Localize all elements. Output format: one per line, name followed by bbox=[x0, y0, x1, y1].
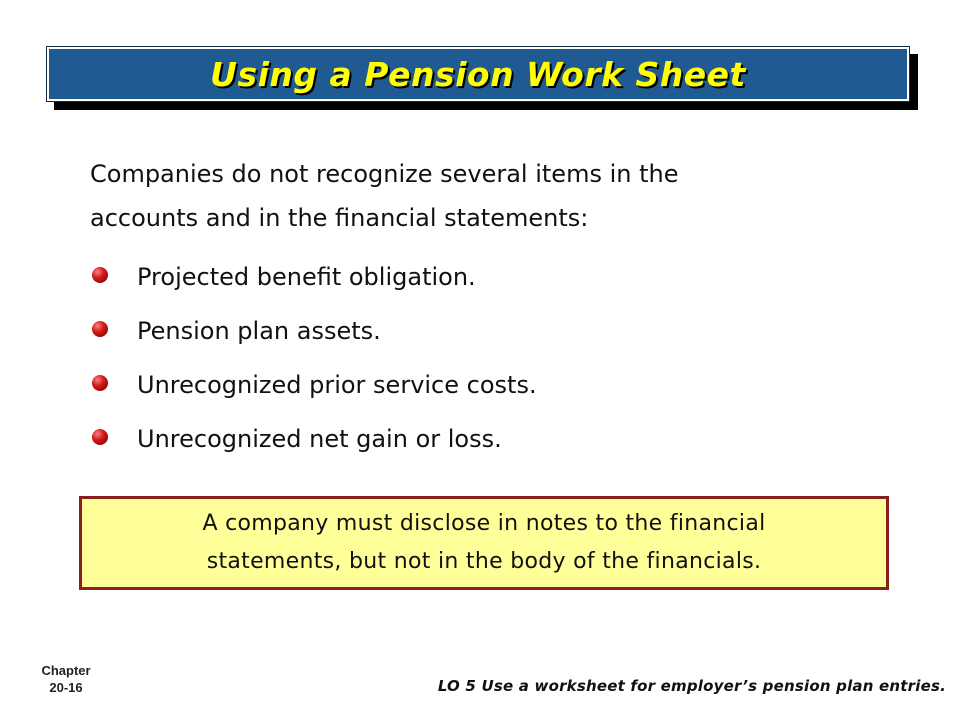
intro-line-1: Companies do not recognize several items in the bbox=[90, 160, 679, 188]
bullet-item bbox=[92, 358, 537, 412]
bullet-item bbox=[92, 250, 537, 304]
intro-line-2: accounts and in the financial statements: bbox=[90, 204, 589, 232]
learning-objective: LO 5 Use a worksheet for employer’s pension plan entries. bbox=[437, 677, 946, 695]
bullet-dot-icon bbox=[92, 267, 108, 283]
title-bar bbox=[47, 47, 909, 101]
bullet-dot-icon bbox=[92, 321, 108, 337]
chapter-label bbox=[36, 662, 96, 696]
bullet-list bbox=[92, 250, 537, 466]
bullet-dot-icon bbox=[92, 375, 108, 391]
intro-paragraph bbox=[90, 152, 850, 240]
chapter-text: Chapter bbox=[41, 663, 91, 678]
bullet-item bbox=[92, 304, 537, 358]
chapter-number: 20-16 bbox=[49, 680, 83, 695]
bullet-label: Pension plan assets. bbox=[137, 317, 381, 345]
bullet-label: Unrecognized net gain or loss. bbox=[137, 425, 502, 453]
bullet-label: Projected benefit obligation. bbox=[137, 263, 476, 291]
disclosure-note-box bbox=[79, 496, 889, 590]
bullet-dot-icon bbox=[92, 429, 108, 445]
note-line-2: statements, but not in the body of the financials. bbox=[206, 549, 762, 574]
bullet-item bbox=[92, 412, 537, 466]
slide-title: Using a Pension Work Sheet bbox=[210, 54, 746, 94]
note-line-1: A company must disclose in notes to the financial bbox=[202, 511, 766, 536]
bullet-label: Unrecognized prior service costs. bbox=[137, 371, 537, 399]
